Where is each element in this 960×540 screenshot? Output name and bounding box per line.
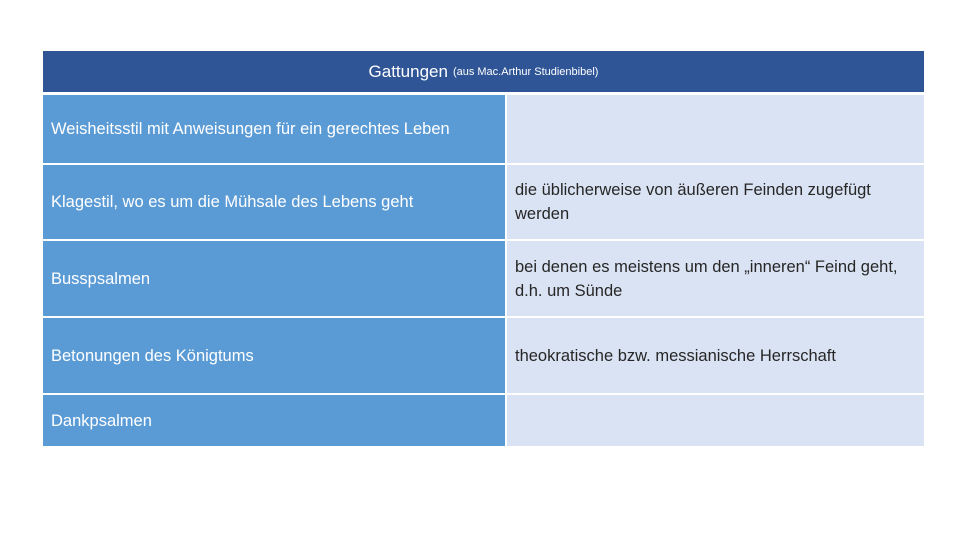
description-cell [507,395,924,446]
description-label: bei denen es meistens um den „inneren“ Feind geht, d.h. um Sünde [515,257,898,300]
genres-table [43,51,924,446]
table-header [43,51,924,95]
genre-label: Busspsalmen [51,269,151,288]
description-label: theokratische bzw. messianische Herrschaft [515,346,836,365]
description-cell [507,241,924,318]
genre-cell [43,165,507,241]
genre-cell [43,241,507,318]
genre-cell [43,95,507,165]
genre-cell [43,318,507,395]
description-label: die üblicherweise von äußeren Feinden zugefügt werden [515,181,871,223]
table-title: Gattungen [368,61,448,81]
description-cell [507,165,924,241]
genre-label: Klagestil, wo es um die Mühsale des Lebens geht [51,193,414,211]
genre-label: Betonungen des Königtums [51,346,254,365]
genre-cell [43,395,507,446]
genre-label: Dankpsalmen [51,411,152,430]
description-cell [507,318,924,395]
description-cell [507,95,924,165]
table-source: (aus Mac.Arthur Studienbibel) [452,65,599,78]
genre-label: Weisheitsstil mit Anweisungen für ein gerechtes Leben [51,120,450,138]
